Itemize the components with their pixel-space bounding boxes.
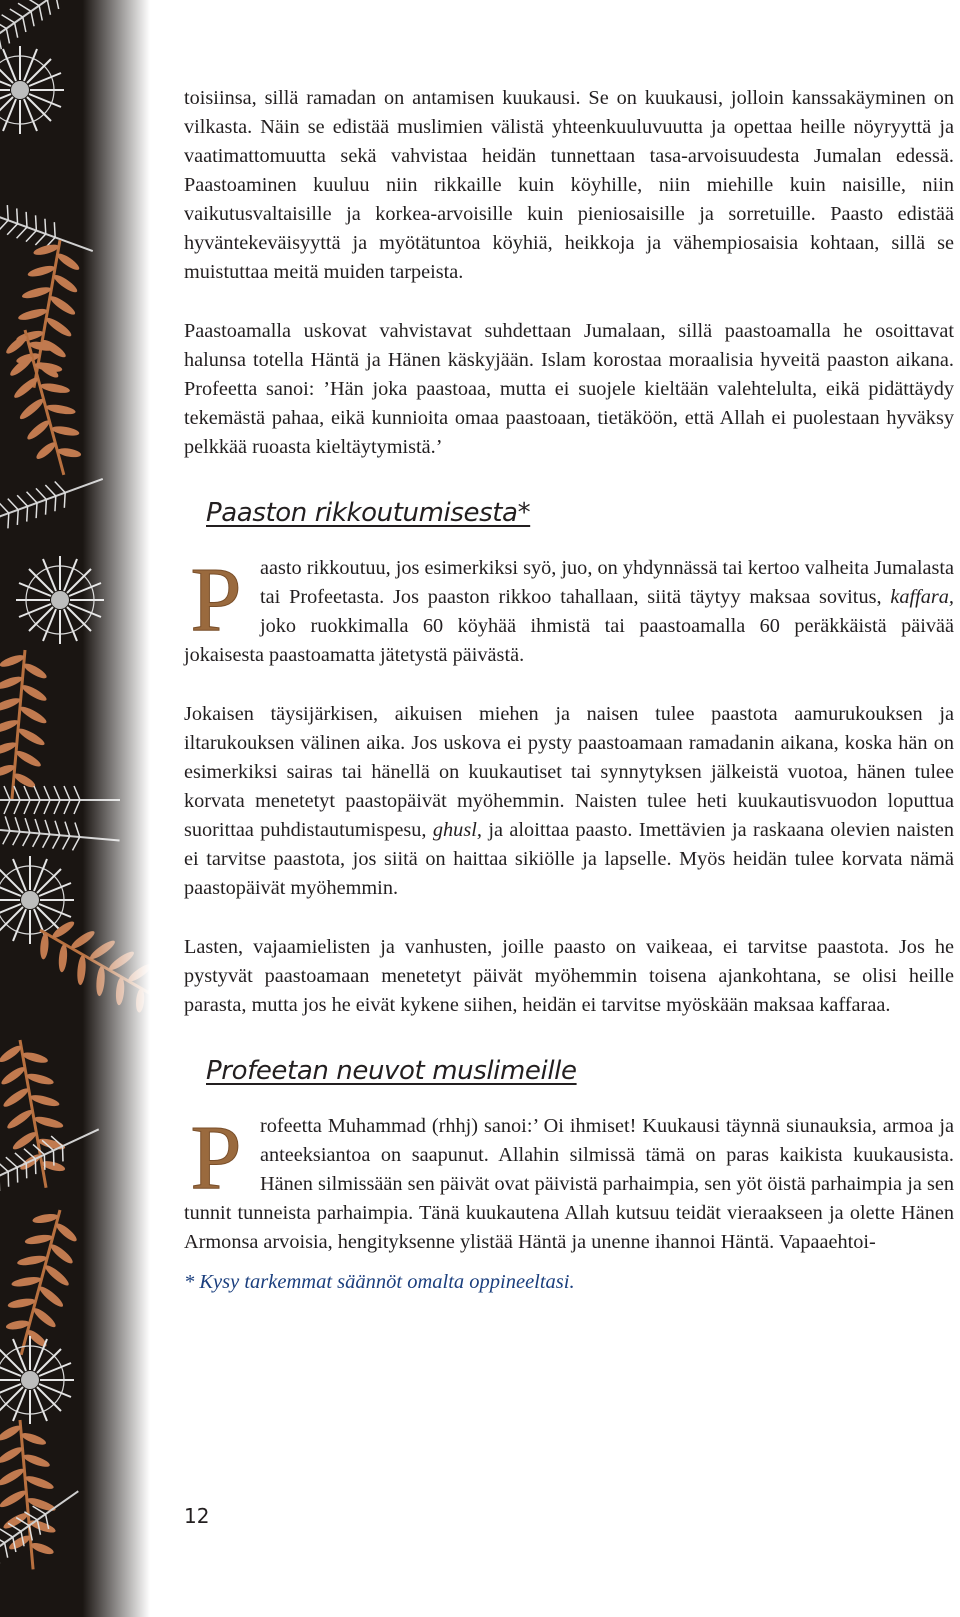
section-1-paragraph-2: Jokaisen täysijärkisen, aikuisen miehen ja naisen tulee paastota aamurukouksen ja iltarukouksen välinen aika. Jos uskova ei pysty paastoamaan ramadanin aikana, koska hän on esimerkiksi sairas tai hänellä on kuukautiset tai synnytyksen jälkeistä vuotoa, hänen tulee korvata menetetyt paastopäivät myöhemmin. Naisten tulee heti kuukautisvuodon loputtua suorittaa puhdistautumispesu, ghusl, ja aloittaa paasto. Imettävien ja raskaana olevien naisten ei tarvitse paastota, jos siitä on haittaa sikiölle ja lapselle. Myös heidän tulee korvata nämä paastopäivät myöhemmin. bbox=[184, 703, 954, 899]
section-2-paragraph-1: rofeetta Muhammad (rhhj) sanoi:’ Oi ihmiset! Kuukausi täynnä siunauksia, armoa ja anteeksiantoa on saapunut. Allahin silmissä tämä on paras kaikista kuukausista. Hänen silmissään sen päivät ovat päivistä parhaimpia, sen yöt öistä parhaimpia ja sen tunnit tunneista parhaimpia. Tänä kuukautena Allah kutsuu teidät vieraakseen ja olette Hänen Armonsa arvoisia, hengityksenne ylistää Häntä ja unenne ihannoi Häntä. Vapaaehtoi- bbox=[184, 1115, 954, 1253]
section-1-paragraph-1: aasto rikkoutuu, jos esimerkiksi syö, juo, on yhdynnässä tai kertoo valheita Jumalasta tai Profeetasta. Jos paaston rikkoo tahallaan, siitä täytyy maksaa sovitus, kaffara, joko ruokkimalla 60 köyhää ihmistä tai paastoamalla 60 peräkkäistä päivää jokaisesta paastoamatta jätetystä päivästä. bbox=[184, 557, 954, 666]
paragraph-2: Paastoamalla uskovat vahvistavat suhdettaan Jumalaan, sillä paastoamalla he osoittavat halunsa totella Häntä ja Hänen käskyjään. Islam korostaa moraalisia hyveitä paaston aikana. Profeetta sanoi: ’Hän joka paastoaa, mutta ei suojele kieltään valehtelulta, eikä pidättäydy tekemästä pahaa, eikä kunnioita omaa paastoaan, tietäköön, että Allah ei puolestaan hyväksy pelkkää ruoasta kieltäytymistä.’ bbox=[184, 320, 954, 458]
section-2-body bbox=[184, 1112, 954, 1257]
dropcap-p-ornament bbox=[182, 558, 250, 638]
svg-text:P: P bbox=[190, 558, 242, 638]
svg-text:P: P bbox=[190, 1116, 242, 1196]
section-heading-1: Paaston rikkoutumisesta* bbox=[206, 498, 531, 528]
section-heading-2: Profeetan neuvot muslimeille bbox=[206, 1056, 577, 1086]
page-number: 12 bbox=[184, 1504, 210, 1528]
footnote: * Kysy tarkemmat säännöt omalta oppineeltasi. bbox=[184, 1271, 575, 1293]
section-1-paragraph-3: Lasten, vajaamielisten ja vanhusten, joille paasto on vaikeaa, ei tarvitse paastota. Jos he pystyvät paastoamaan menetetyt päivät myöhemmin toisena ajankohtana, se olisi heille parasta, mutta jos he eivät kykene siihen, heidän ei tarvitse myöskään maksaa kaffaraa. bbox=[184, 936, 954, 1016]
section-1-body bbox=[184, 554, 954, 670]
decorative-border-image bbox=[0, 0, 150, 1617]
paragraph-1: toisiinsa, sillä ramadan on antamisen kuukausi. Se on kuukausi, jolloin kanssakäyminen on vilkasta. Näin se edistää muslimien välistä yhteenkuuluvuutta ja opettaa heille nöyryyttä ja vaatimattomuutta sekä vahvistaa heidän tunnettaan tasa-arvoisuudesta Jumalan edessä. Paastoaminen kuuluu niin rikkaille kuin köyhille, niin miehille kuin naisille, niin vaikutusvaltaisille ja korkea-arvoisille kuin pieniosaisille ja sorretuille. Paasto edistää hyväntekeväisyyttä ja myötätuntoa köyhiä, heikkoja ja vähempiosaisia kohtaan, sillä se muistuttaa meitä muiden tarpeista. bbox=[184, 87, 954, 283]
page-content bbox=[184, 84, 954, 1294]
dropcap-p-ornament bbox=[182, 1116, 250, 1196]
